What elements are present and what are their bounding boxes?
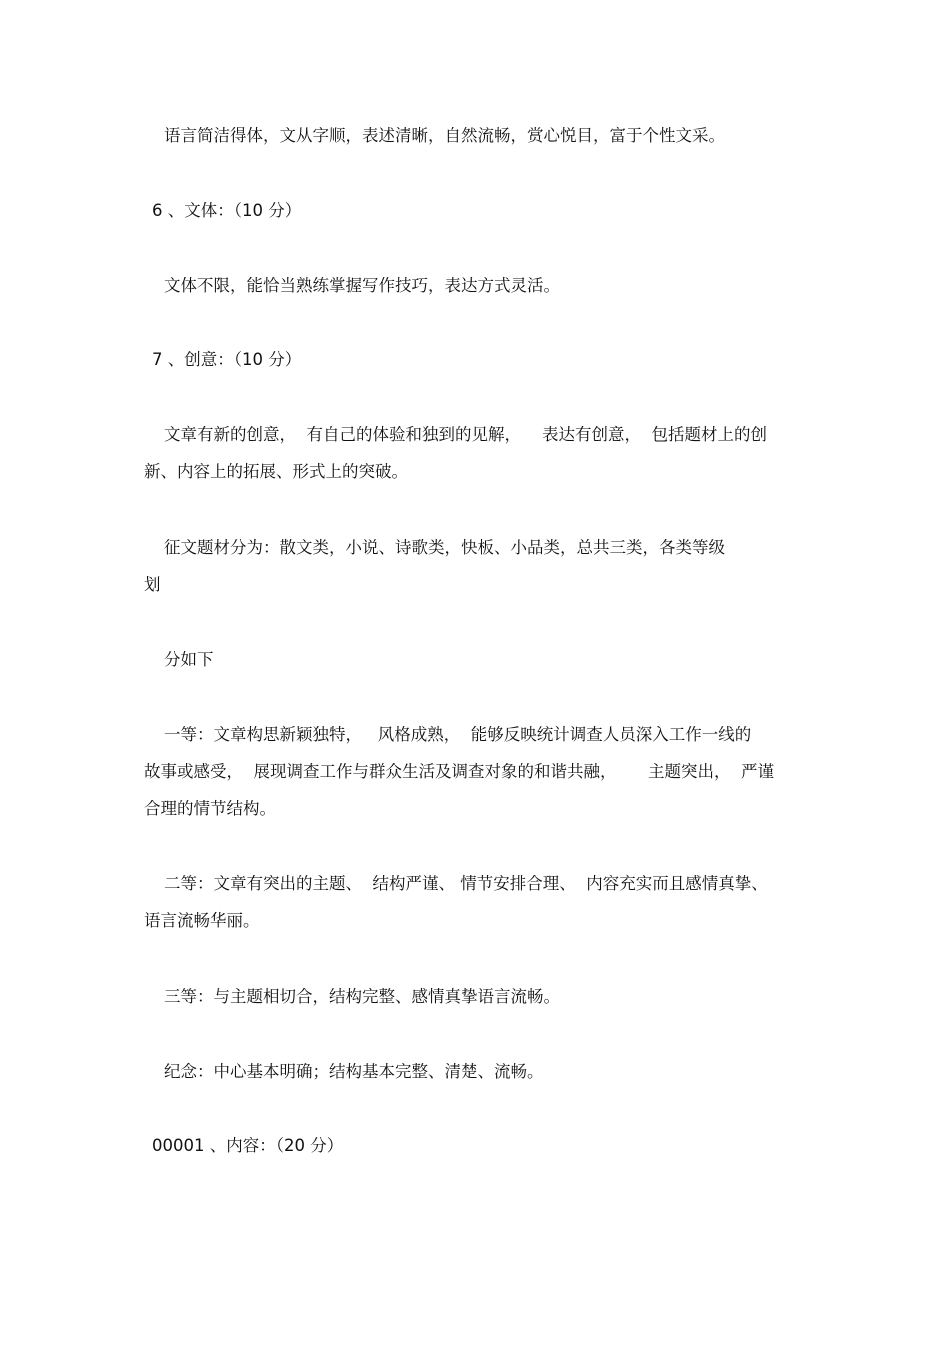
creativity-criteria-line-1: 文章有新的创意， 有自己的体验和独到的见解， 表达有创意， 包括题材上的创 (164, 425, 767, 444)
content-section-heading: 00001 、内容：（20 分） (152, 1136, 344, 1155)
categories-text-line-1: 征文题材分为：散文类，小说、诗歌类，快板、小品类，总共三类，各类等级 (164, 538, 725, 557)
first-grade-line-1: 一等：文章构思新颖独特， 风格成熟， 能够反映统计调查人员深入工作一线的 (164, 725, 752, 744)
style-criteria-text: 文体不限，能恰当熟练掌握写作技巧，表达方式灵活。 (164, 276, 560, 295)
section-6-heading: 6 、文体：（10 分） (152, 201, 302, 220)
categories-text-line-2: 划 (144, 575, 161, 594)
first-grade-line-2: 故事或感受， 展现调查工作与群众生活及调查对象的和谐共融， 主题突出， 严谨 (144, 762, 774, 781)
second-grade-line-2: 语言流畅华丽。 (144, 911, 260, 930)
second-grade-line-1: 二等：文章有突出的主题、 结构严谨、 情节安排合理、 内容充实而且感情真挚、 (164, 874, 768, 893)
language-criteria-text: 语言简洁得体，文从字顺，表述清晰，自然流畅，赏心悦目，富于个性文采。 (164, 126, 725, 145)
commemoration-text: 纪念：中心基本明确；结构基本完整、清楚、流畅。 (164, 1062, 544, 1081)
creativity-criteria-line-2: 新、内容上的拓展、形式上的突破。 (144, 462, 408, 481)
first-grade-line-3: 合理的情节结构。 (144, 799, 276, 818)
categories-text-line-3: 分如下 (164, 650, 214, 669)
third-grade-text: 三等：与主题相切合，结构完整、感情真挚语言流畅。 (164, 987, 560, 1006)
section-7-heading: 7 、创意：（10 分） (152, 350, 302, 369)
